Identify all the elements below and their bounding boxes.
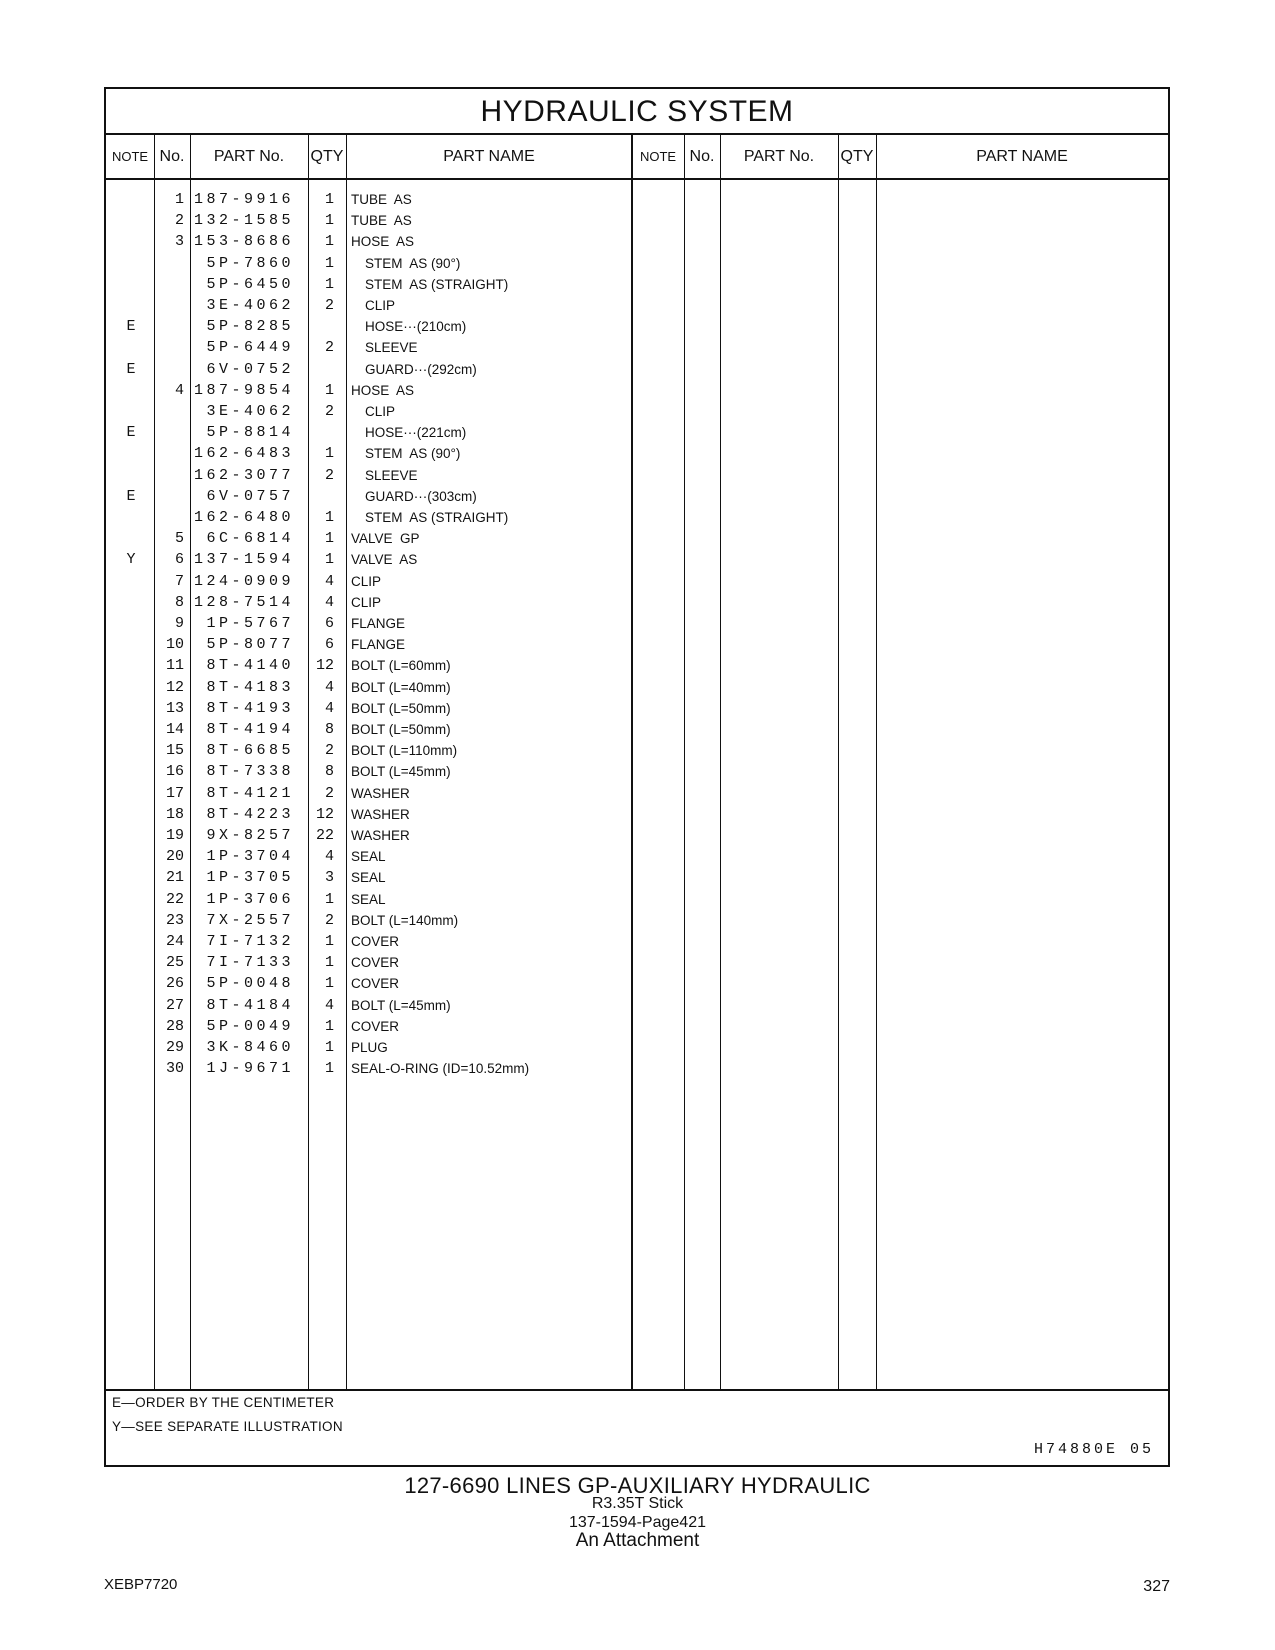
- table-row: [106, 783, 666, 805]
- row-part-number: 8T-4121: [206, 784, 294, 802]
- row-quantity: 4: [324, 848, 334, 866]
- table-row: [106, 719, 666, 741]
- column-divider: [720, 135, 721, 1389]
- row-part-number: 7X-2557: [206, 911, 294, 929]
- table-row: [106, 1037, 666, 1059]
- row-part-number: 5P-0048: [206, 975, 294, 993]
- table-row: [106, 740, 666, 762]
- row-part-name: FLANGE: [351, 637, 406, 653]
- table-row: [106, 465, 666, 487]
- row-part-name: TUBE AS: [351, 192, 412, 207]
- row-number: 11: [165, 657, 184, 675]
- row-part-number: 162-3077: [194, 466, 295, 484]
- row-part-number: 8T-4223: [206, 805, 294, 823]
- row-part-number: 153-8686: [194, 233, 295, 251]
- row-number: 15: [165, 742, 184, 760]
- page-number: 327: [1143, 1578, 1170, 1595]
- row-number: 5: [174, 530, 184, 548]
- row-number: 19: [165, 827, 184, 844]
- table-row: [106, 952, 666, 974]
- table-row: [106, 761, 666, 783]
- row-quantity: 4: [324, 572, 334, 590]
- row-part-name: BOLT (L=50mm): [351, 722, 451, 737]
- row-part-name: VALVE AS: [351, 552, 418, 568]
- table-row: [106, 549, 666, 571]
- row-part-number: 5P-8814: [206, 424, 294, 442]
- column-divider: [838, 135, 839, 1389]
- row-part-number: 5P-6449: [206, 339, 294, 357]
- table-row: [106, 973, 666, 995]
- row-number: 26: [165, 975, 184, 993]
- row-number: 10: [165, 636, 184, 654]
- row-quantity: 4: [324, 699, 334, 717]
- row-part-name: SLEEVE: [365, 467, 418, 483]
- table-row: [106, 698, 666, 720]
- row-part-name: TUBE AS: [351, 213, 412, 229]
- row-part-number: 1P-3706: [206, 890, 294, 908]
- row-part-name: BOLT (L=40mm): [351, 679, 451, 695]
- row-quantity: 2: [324, 339, 334, 357]
- row-part-number: 6V-0752: [206, 360, 294, 378]
- row-part-number: 8T-4184: [206, 996, 294, 1014]
- table-row: [106, 571, 666, 593]
- table-row: [106, 380, 666, 402]
- row-part-number: 1P-3704: [206, 848, 294, 866]
- table-row: [106, 337, 666, 359]
- row-number: 6: [174, 551, 184, 569]
- table-row: [106, 295, 666, 317]
- row-part-name: SEAL: [351, 891, 386, 907]
- table-row: [106, 613, 666, 635]
- row-part-number: 9X-8257: [206, 827, 294, 844]
- header-part-name-left: PART NAME: [443, 148, 535, 165]
- table-row: [106, 486, 666, 508]
- table-row: [106, 655, 666, 677]
- table-row: [106, 422, 666, 444]
- row-part-number: 162-6480: [194, 509, 295, 526]
- header-note-right: NOTE: [639, 149, 677, 164]
- row-part-name: HOSE AS: [351, 234, 415, 250]
- row-part-number: 8T-4193: [206, 699, 294, 717]
- row-part-name: HOSE···(210cm): [365, 319, 467, 335]
- row-number: 13: [165, 699, 184, 717]
- row-quantity: 1: [324, 275, 334, 293]
- row-quantity: 22: [315, 827, 334, 844]
- table-row: [106, 210, 666, 232]
- row-part-number: 1P-5767: [206, 615, 294, 632]
- row-part-number: 128-7514: [194, 593, 295, 611]
- row-part-name: SEAL: [351, 870, 386, 886]
- page-title: HYDRAULIC SYSTEM: [106, 89, 1168, 135]
- table-row: [106, 253, 666, 275]
- row-quantity: 1: [324, 933, 334, 950]
- row-number: 30: [165, 1060, 184, 1078]
- row-quantity: 4: [324, 996, 334, 1014]
- header-part-name-right: PART NAME: [976, 148, 1068, 165]
- row-part-name: GUARD···(303cm): [365, 488, 477, 504]
- row-part-number: 5P-7860: [206, 254, 294, 272]
- row-part-name: STEM AS (90°): [365, 446, 461, 462]
- table-row: [106, 231, 666, 253]
- row-part-name: STEM AS (STRAIGHT): [365, 510, 509, 525]
- row-note: E: [126, 318, 136, 336]
- row-quantity: 1: [324, 954, 334, 972]
- row-quantity: 1: [324, 509, 334, 526]
- table-row: [106, 1058, 666, 1080]
- row-note: E: [126, 424, 136, 442]
- row-note: E: [126, 487, 136, 505]
- row-quantity: 1: [324, 191, 334, 208]
- row-quantity: 3: [324, 869, 334, 887]
- row-part-name: GUARD···(292cm): [365, 361, 477, 377]
- table-row: [106, 528, 666, 550]
- row-quantity: 2: [324, 911, 334, 929]
- caption-page-ref: 137-1594-Page421: [568, 1514, 706, 1531]
- table-row: [106, 677, 666, 699]
- row-number: 25: [165, 954, 184, 972]
- row-quantity: 1: [324, 551, 334, 569]
- row-part-number: 162-6483: [194, 445, 295, 463]
- row-part-number: 8T-4140: [206, 657, 294, 675]
- row-part-name: COVER: [351, 934, 400, 949]
- row-part-number: 6C-6814: [206, 530, 294, 548]
- row-number: 3: [174, 233, 184, 251]
- row-part-number: 3K-8460: [206, 1039, 294, 1056]
- column-divider: [876, 135, 877, 1389]
- row-number: 14: [165, 721, 184, 738]
- row-number: 23: [165, 911, 184, 929]
- table-row: [106, 507, 666, 529]
- row-part-number: 5P-8077: [206, 636, 294, 654]
- header-note-left: NOTE: [111, 149, 149, 164]
- row-quantity: 1: [324, 890, 334, 908]
- row-quantity: 8: [324, 763, 334, 781]
- row-number: 22: [165, 890, 184, 908]
- header-no-right: No.: [689, 148, 715, 165]
- row-part-number: 8T-7338: [206, 763, 294, 781]
- footer-divider: [106, 1389, 1168, 1391]
- row-quantity: 4: [324, 678, 334, 696]
- row-part-name: STEM AS (90°): [365, 255, 461, 271]
- table-row: [106, 189, 666, 211]
- table-row: [106, 634, 666, 656]
- row-part-number: 5P-6450: [206, 275, 294, 293]
- row-quantity: 1: [324, 254, 334, 272]
- row-part-number: 187-9916: [194, 191, 295, 208]
- table-row: [106, 995, 666, 1017]
- row-quantity: 12: [315, 657, 334, 675]
- row-part-name: BOLT (L=50mm): [351, 700, 451, 716]
- row-number: 9: [174, 615, 184, 632]
- row-number: 29: [165, 1039, 184, 1056]
- table-row: [106, 889, 666, 911]
- row-quantity: 2: [324, 742, 334, 760]
- table-row: [106, 804, 666, 826]
- row-part-name: WASHER: [351, 806, 410, 822]
- row-part-name: STEM AS (STRAIGHT): [365, 276, 509, 292]
- row-part-number: 132-1585: [194, 212, 295, 230]
- row-part-name: CLIP: [365, 298, 396, 313]
- row-part-name: FLANGE: [351, 616, 406, 631]
- row-quantity: 4: [324, 593, 334, 611]
- row-part-name: BOLT (L=110mm): [351, 743, 458, 759]
- row-part-name: BOLT (L=140mm): [351, 912, 459, 928]
- table-row: [106, 316, 666, 338]
- row-quantity: 8: [324, 721, 334, 738]
- row-number: 8: [174, 593, 184, 611]
- row-quantity: 1: [324, 1060, 334, 1078]
- row-number: 20: [165, 848, 184, 866]
- caption-stick: R3.35T Stick: [591, 1495, 684, 1512]
- row-part-number: 137-1594: [194, 551, 295, 569]
- row-number: 18: [165, 805, 184, 823]
- row-part-number: 7I-7133: [206, 954, 294, 972]
- column-divider: [684, 135, 685, 1389]
- row-part-number: 7I-7132: [206, 933, 294, 950]
- row-quantity: 1: [324, 381, 334, 399]
- row-part-number: 6V-0757: [206, 487, 294, 505]
- row-part-name: VALVE GP: [351, 531, 420, 547]
- row-part-number: 187-9854: [194, 381, 295, 399]
- table-row: [106, 846, 666, 868]
- row-quantity: 2: [324, 403, 334, 420]
- header-part-no-right: PART No.: [743, 148, 815, 165]
- row-quantity: 12: [315, 805, 334, 823]
- row-quantity: 6: [324, 636, 334, 654]
- row-number: 24: [165, 933, 184, 950]
- table-row: [106, 867, 666, 889]
- header-qty-left: QTY: [310, 148, 344, 165]
- row-part-number: 5P-8285: [206, 318, 294, 336]
- row-part-name: BOLT (L=45mm): [351, 764, 451, 780]
- row-quantity: 1: [324, 1039, 334, 1056]
- row-part-name: BOLT (L=60mm): [351, 658, 451, 674]
- caption-attachment: An Attachment: [575, 1530, 700, 1551]
- row-number: 4: [174, 381, 184, 399]
- row-quantity: 1: [324, 975, 334, 993]
- row-part-number: 5P-0049: [206, 1017, 294, 1035]
- row-quantity: 1: [324, 530, 334, 548]
- row-part-name: WASHER: [351, 828, 410, 843]
- row-quantity: 6: [324, 615, 334, 632]
- row-part-name: CLIP: [351, 573, 382, 589]
- table-row: [106, 274, 666, 296]
- row-part-name: SLEEVE: [365, 340, 418, 356]
- row-number: 21: [165, 869, 184, 887]
- row-part-name: SEAL-O-RING (ID=10.52mm): [351, 1061, 530, 1077]
- row-part-number: 8T-6685: [206, 742, 294, 760]
- row-number: 1: [174, 191, 184, 208]
- row-part-number: 3E-4062: [206, 297, 294, 314]
- table-row: [106, 910, 666, 932]
- row-number: 12: [165, 678, 184, 696]
- table-row: [106, 443, 666, 465]
- row-quantity: 1: [324, 212, 334, 230]
- table-row: [106, 359, 666, 381]
- row-number: 28: [165, 1017, 184, 1035]
- row-part-number: 8T-4183: [206, 678, 294, 696]
- row-number: 16: [165, 763, 184, 781]
- row-part-name: PLUG: [351, 1040, 388, 1055]
- table-row: [106, 401, 666, 423]
- row-part-number: 1J-9671: [206, 1060, 294, 1078]
- row-part-number: 124-0909: [194, 572, 295, 590]
- row-part-name: COVER: [351, 976, 400, 992]
- table-header: [106, 135, 1168, 180]
- row-note: E: [126, 360, 136, 378]
- row-number: 2: [174, 212, 184, 230]
- row-part-number: 8T-4194: [206, 721, 294, 738]
- row-number: 17: [165, 784, 184, 802]
- row-quantity: 2: [324, 466, 334, 484]
- legend-e: E—ORDER BY THE CENTIMETER: [112, 1395, 335, 1410]
- row-number: 27: [165, 996, 184, 1014]
- header-no-left: No.: [159, 148, 185, 165]
- table-row: [106, 825, 666, 847]
- row-quantity: 2: [324, 784, 334, 802]
- row-quantity: 1: [324, 1017, 334, 1035]
- row-part-number: 3E-4062: [206, 403, 294, 420]
- header-part-no-left: PART No.: [213, 148, 285, 165]
- header-qty-right: QTY: [840, 148, 874, 165]
- legend-y: Y—SEE SEPARATE ILLUSTRATION: [112, 1419, 343, 1434]
- row-part-name: HOSE AS: [351, 382, 415, 398]
- illustration-code: H74880E 05: [1033, 1441, 1154, 1458]
- row-part-name: COVER: [351, 1018, 400, 1034]
- row-part-name: SEAL: [351, 849, 386, 865]
- row-quantity: 2: [324, 297, 334, 314]
- table-row: [106, 931, 666, 953]
- table-row: [106, 592, 666, 614]
- row-note: Y: [126, 551, 136, 569]
- row-part-name: CLIP: [351, 594, 382, 610]
- caption-title: 127-6690 LINES GP-AUXILIARY HYDRAULIC: [404, 1473, 871, 1498]
- row-quantity: 1: [324, 233, 334, 251]
- row-part-name: WASHER: [351, 785, 410, 801]
- row-part-name: CLIP: [365, 404, 396, 419]
- parts-table-frame: [104, 87, 1170, 1467]
- document-id: XEBP7720: [104, 1576, 178, 1593]
- row-quantity: 1: [324, 445, 334, 463]
- row-part-name: HOSE···(221cm): [365, 425, 467, 441]
- table-row: [106, 1016, 666, 1038]
- row-number: 7: [174, 572, 184, 590]
- row-part-name: BOLT (L=45mm): [351, 997, 451, 1013]
- row-part-number: 1P-3705: [206, 869, 294, 887]
- row-part-name: COVER: [351, 955, 400, 971]
